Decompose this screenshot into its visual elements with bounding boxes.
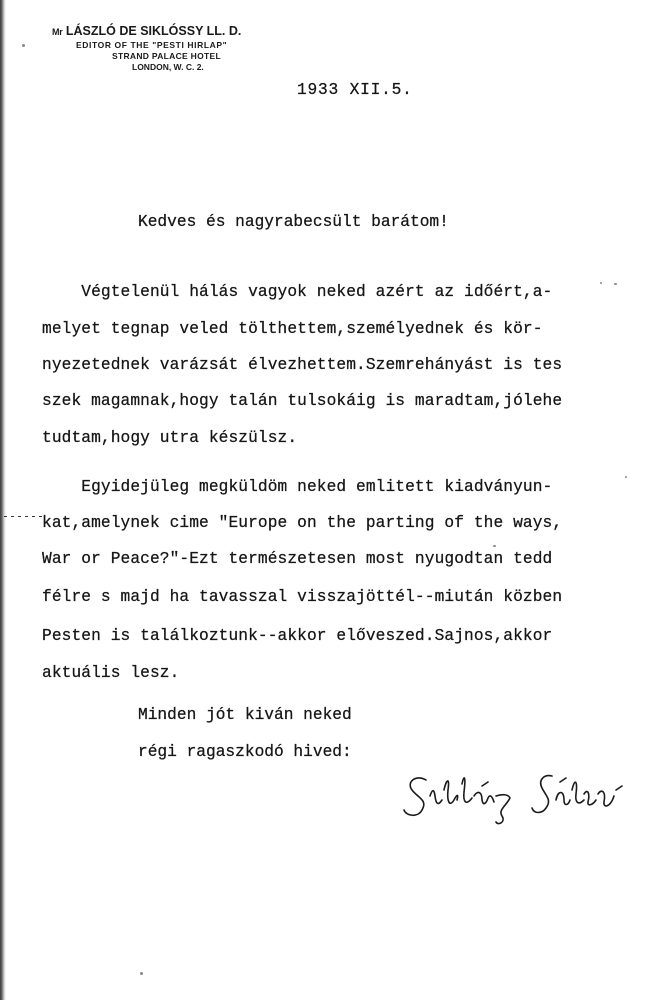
- body-line: aktuális lesz.: [42, 664, 180, 682]
- letterhead-line-2: STRAND PALACE HOTEL: [112, 51, 221, 61]
- body-line: War or Peace?"-Ezt természetesen most nyugodtan tedd: [42, 550, 553, 568]
- closing-line-2: régi ragaszkodó hived:: [138, 743, 352, 761]
- paper-speck: [22, 44, 25, 47]
- letter-greeting: Kedves és nagyrabecsült barátom!: [138, 213, 449, 231]
- body-line: melyet tegnap veled tölthettem,személyednek és kör-: [42, 320, 543, 338]
- body-line: Végtelenül hálás vagyok neked azért az időért,a-: [42, 283, 553, 301]
- letter-date: 1933 XII.5.: [297, 81, 413, 99]
- body-line: Egyidejüleg megküldöm neked emlitett kiadványun-: [42, 478, 553, 496]
- page-edge-shadow: [0, 0, 6, 1000]
- handwritten-signature: [402, 760, 638, 830]
- body-line: félre s majd ha tavasszal visszajöttél--miután közben: [42, 588, 563, 606]
- paper-speck: [600, 282, 602, 284]
- paper-speck: [140, 972, 143, 975]
- paper-speck: [625, 476, 627, 478]
- letterhead: [52, 24, 312, 73]
- body-line: nyezetednek varázsát élvezhettem.Szemrehányást is tes: [42, 356, 563, 374]
- paper-speck: [493, 545, 496, 547]
- paper-speck: [614, 283, 617, 285]
- body-line: Pesten is találkoztunk--akkor előveszed.Sajnos,akkor: [42, 627, 553, 645]
- letterhead-line-3: LONDON, W. C. 2.: [132, 62, 204, 72]
- letterhead-line-1: EDITOR OF THE "PESTI HIRLAP": [76, 40, 228, 50]
- letterhead-name-line: [52, 24, 312, 40]
- letterhead-title-prefix: Mr: [52, 27, 63, 37]
- body-line: tudtam,hogy utra készülsz.: [42, 429, 298, 447]
- letterhead-name: LÁSZLÓ DE SIKLÓSSY LL. D.: [65, 24, 242, 38]
- closing-line-1: Minden jót kiván neked: [138, 706, 352, 724]
- body-line: szek magamnak,hogy talán tulsokáig is maradtam,jólehe: [42, 392, 563, 410]
- body-line: kat,amelynek cime "Europe on the parting of the ways,: [42, 514, 563, 532]
- margin-dots: [0, 514, 50, 520]
